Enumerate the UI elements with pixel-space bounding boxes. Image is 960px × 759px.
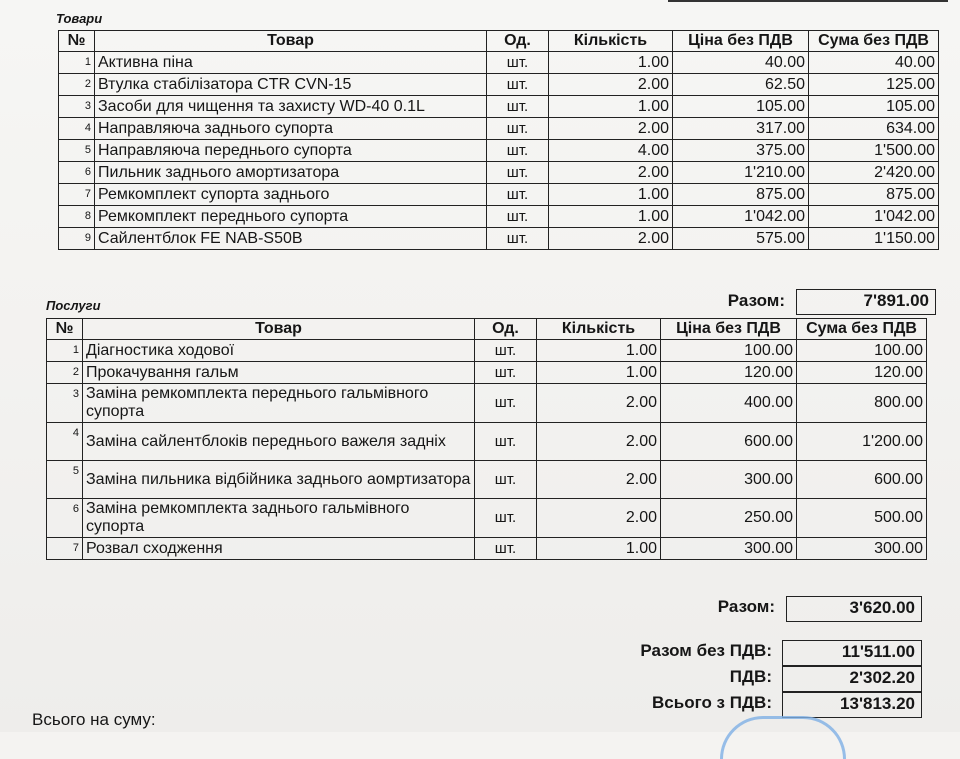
row-item-name: Активна піна: [95, 52, 487, 74]
row-quantity: 2.00: [537, 461, 661, 499]
row-quantity: 1.00: [549, 206, 673, 228]
row-unit: шт.: [475, 423, 537, 461]
row-price: 62.50: [673, 74, 809, 96]
row-unit: шт.: [487, 118, 549, 140]
services-header-row: [47, 319, 927, 340]
row-number: 3: [59, 96, 95, 118]
row-price: 100.00: [661, 340, 797, 362]
row-number: 6: [59, 162, 95, 184]
services-total-label: Разом:: [717, 597, 775, 616]
table-row: [59, 96, 939, 118]
row-unit: шт.: [487, 96, 549, 118]
row-item-name: Втулка стабілізатора CTR CVN-15: [95, 74, 487, 96]
row-sum: 634.00: [809, 118, 939, 140]
table-row: [59, 52, 939, 74]
row-unit: шт.: [475, 340, 537, 362]
table-row: [59, 118, 939, 140]
row-price: 105.00: [673, 96, 809, 118]
summary-no-vat-label: Разом без ПДВ:: [640, 641, 772, 660]
sum-caption: Всього на суму:: [32, 710, 156, 729]
row-price: 120.00: [661, 362, 797, 384]
row-quantity: 2.00: [549, 118, 673, 140]
row-sum: 500.00: [797, 499, 927, 538]
table-row: [59, 74, 939, 96]
summary-with-vat-value: 13'813.20: [782, 692, 922, 718]
row-price: 600.00: [661, 423, 797, 461]
col-header-unit: Од.: [487, 31, 549, 52]
row-sum: 300.00: [797, 538, 927, 560]
row-item-name: Пильник заднього амортизатора: [95, 162, 487, 184]
row-item-name: Ремкомплект переднього супорта: [95, 206, 487, 228]
row-sum: 2'420.00: [809, 162, 939, 184]
row-quantity: 2.00: [549, 162, 673, 184]
row-quantity: 1.00: [537, 340, 661, 362]
row-item-name: Заміна сайлентблоків переднього важеля задніх: [83, 423, 475, 461]
table-row: [47, 384, 927, 423]
col-header-no: №: [59, 31, 95, 52]
col-header-item: Товар: [83, 319, 475, 340]
row-sum: 875.00: [809, 184, 939, 206]
col-header-qty: Кількість: [537, 319, 661, 340]
row-quantity: 1.00: [537, 362, 661, 384]
row-item-name: Заміна ремкомплекта заднього гальмівного супорта: [83, 499, 475, 538]
col-header-no: №: [47, 319, 83, 340]
row-unit: шт.: [475, 384, 537, 423]
row-quantity: 2.00: [537, 384, 661, 423]
row-unit: шт.: [475, 499, 537, 538]
row-number: 8: [59, 206, 95, 228]
row-quantity: 2.00: [537, 423, 661, 461]
top-rule: [668, 0, 948, 2]
row-quantity: 2.00: [549, 228, 673, 250]
row-number: 5: [59, 140, 95, 162]
table-row: [59, 184, 939, 206]
row-item-name: Сайлентблок FE NAB-S50B: [95, 228, 487, 250]
col-header-price: Ціна без ПДВ: [673, 31, 809, 52]
goods-table: [58, 30, 939, 250]
row-number: 9: [59, 228, 95, 250]
row-unit: шт.: [475, 362, 537, 384]
services-total-value: 3'620.00: [786, 596, 922, 622]
row-price: 1'210.00: [673, 162, 809, 184]
table-row: [59, 162, 939, 184]
col-header-sum: Сума без ПДВ: [797, 319, 927, 340]
goods-total-label: Разом:: [727, 291, 785, 310]
row-price: 375.00: [673, 140, 809, 162]
summary-vat-label: ПДВ:: [729, 667, 772, 686]
row-quantity: 1.00: [549, 184, 673, 206]
row-price: 317.00: [673, 118, 809, 140]
row-sum: 600.00: [797, 461, 927, 499]
row-price: 40.00: [673, 52, 809, 74]
row-item-name: Розвал сходження: [83, 538, 475, 560]
services-table: [46, 318, 927, 560]
row-unit: шт.: [487, 140, 549, 162]
row-number: 6: [47, 499, 83, 538]
table-row: [47, 362, 927, 384]
row-unit: шт.: [475, 538, 537, 560]
row-price: 1'042.00: [673, 206, 809, 228]
row-sum: 100.00: [797, 340, 927, 362]
col-header-qty: Кількість: [549, 31, 673, 52]
row-number: 4: [47, 423, 83, 461]
row-quantity: 4.00: [549, 140, 673, 162]
row-quantity: 1.00: [537, 538, 661, 560]
row-item-name: Направляюча переднього супорта: [95, 140, 487, 162]
col-header-item: Товар: [95, 31, 487, 52]
row-quantity: 1.00: [549, 96, 673, 118]
row-number: 1: [47, 340, 83, 362]
row-quantity: 1.00: [549, 52, 673, 74]
table-row: [47, 340, 927, 362]
row-unit: шт.: [475, 461, 537, 499]
row-item-name: Прокачування гальм: [83, 362, 475, 384]
row-sum: 800.00: [797, 384, 927, 423]
row-sum: 125.00: [809, 74, 939, 96]
row-unit: шт.: [487, 162, 549, 184]
summary-with-vat-label: Всього з ПДВ:: [652, 693, 772, 712]
goods-total-value: 7'891.00: [796, 289, 936, 315]
row-item-name: Діагностика ходової: [83, 340, 475, 362]
col-header-unit: Од.: [475, 319, 537, 340]
row-sum: 1'500.00: [809, 140, 939, 162]
table-row: [59, 140, 939, 162]
row-item-name: Направляюча заднього супорта: [95, 118, 487, 140]
row-sum: 40.00: [809, 52, 939, 74]
summary-vat-value: 2'302.20: [782, 666, 922, 692]
row-number: 1: [59, 52, 95, 74]
row-unit: шт.: [487, 52, 549, 74]
row-price: 300.00: [661, 461, 797, 499]
row-price: 575.00: [673, 228, 809, 250]
row-number: 5: [47, 461, 83, 499]
row-price: 875.00: [673, 184, 809, 206]
row-item-name: Заміна пильника відбійника заднього аомртизатора: [83, 461, 475, 499]
goods-section-label: Товари: [56, 11, 103, 26]
row-number: 3: [47, 384, 83, 423]
row-number: 7: [47, 538, 83, 560]
row-item-name: Ремкомплект супорта заднього: [95, 184, 487, 206]
row-sum: 1'150.00: [809, 228, 939, 250]
row-unit: шт.: [487, 74, 549, 96]
row-unit: шт.: [487, 206, 549, 228]
stamp-seal: [720, 716, 846, 759]
row-item-name: Засоби для чищення та захисту WD-40 0.1L: [95, 96, 487, 118]
col-header-price: Ціна без ПДВ: [661, 319, 797, 340]
table-row: [47, 423, 927, 461]
col-header-sum: Сума без ПДВ: [809, 31, 939, 52]
table-row: [47, 538, 927, 560]
row-sum: 1'042.00: [809, 206, 939, 228]
row-price: 250.00: [661, 499, 797, 538]
row-unit: шт.: [487, 184, 549, 206]
row-unit: шт.: [487, 228, 549, 250]
row-number: 2: [47, 362, 83, 384]
services-section-label: Послуги: [46, 298, 101, 313]
row-quantity: 2.00: [537, 499, 661, 538]
table-row: [59, 228, 939, 250]
goods-header-row: [59, 31, 939, 52]
table-row: [47, 499, 927, 538]
summary-no-vat-value: 11'511.00: [782, 640, 922, 666]
row-item-name: Заміна ремкомплекта переднього гальмівного супорта: [83, 384, 475, 423]
row-sum: 120.00: [797, 362, 927, 384]
row-number: 7: [59, 184, 95, 206]
row-number: 4: [59, 118, 95, 140]
row-price: 300.00: [661, 538, 797, 560]
row-price: 400.00: [661, 384, 797, 423]
row-sum: 1'200.00: [797, 423, 927, 461]
table-row: [47, 461, 927, 499]
row-number: 2: [59, 74, 95, 96]
table-row: [59, 206, 939, 228]
row-sum: 105.00: [809, 96, 939, 118]
row-quantity: 2.00: [549, 74, 673, 96]
